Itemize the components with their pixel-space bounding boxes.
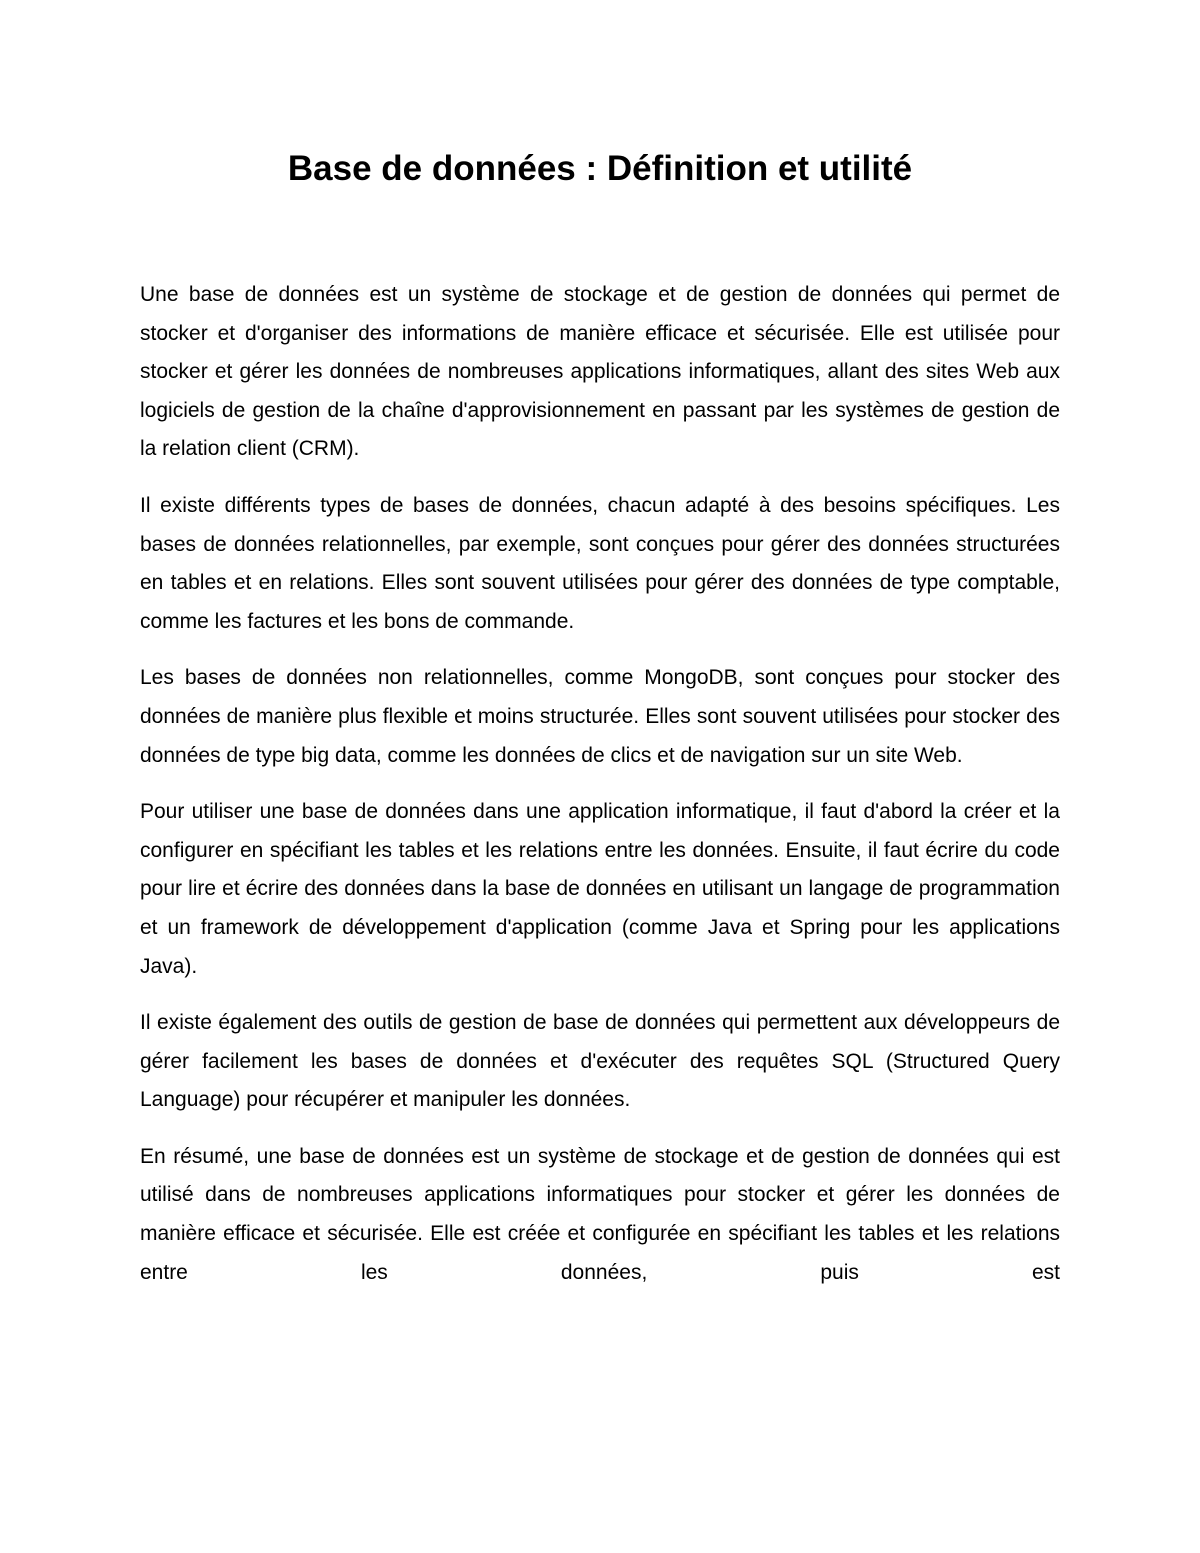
document-body [140,276,1060,1310]
paragraph-3: Les bases de données non relationnelles, comme MongoDB, sont conçues pour stocker des données de manière plus flexible et moins structurée. Elles sont souvent utilisées pour stocker des données de type big data, comme les données de clics et de navigation sur un site Web. [140,666,1060,767]
document-title: Base de données : Définition et utilité [287,149,913,188]
paragraph-1: Une base de données est un système de stockage et de gestion de données qui permet de stocker et d'organiser des informations de manière efficace et sécurisée. Elle est utilisée pour stocker et gérer les données de nombreuses applications informatiques, allant des sites Web aux logiciels de gestion de la chaîne d'approvisionnement en passant par les systèmes de gestion de la relation client (CRM). [140,283,1060,461]
paragraph-6: En résumé, une base de données est un système de stockage et de gestion de données qui est utilisé dans de nombreuses applications informatiques pour stocker et gérer les données de manière efficace et sécurisée. Elle est créée et configurée en spécifiant les tables et les relations entre les données, puis est [140,1144,1060,1284]
paragraph-5: Il existe également des outils de gestion de base de données qui permettent aux développeurs de gérer facilement les bases de données et d'exécuter des requêtes SQL (Structured Query Language) pour récupérer et manipuler les données. [140,1011,1060,1112]
paragraph-2: Il existe différents types de bases de données, chacun adapté à des besoins spécifiques. Les bases de données relationnelles, par exemple, sont conçues pour gérer des données structurées en tables et en relations. Elles sont souvent utilisées pour gérer des données de type comptable, comme les factures et les bons de commande. [140,493,1060,633]
paragraph-4: Pour utiliser une base de données dans une application informatique, il faut d'abord la créer et la configurer en spécifiant les tables et les relations entre les données. Ensuite, il faut écrire du code pour lire et écrire des données dans la base de données en utilisant un langage de programmation et un framework de développement d'application (comme Java et Spring pour les applications Java). [140,800,1060,978]
